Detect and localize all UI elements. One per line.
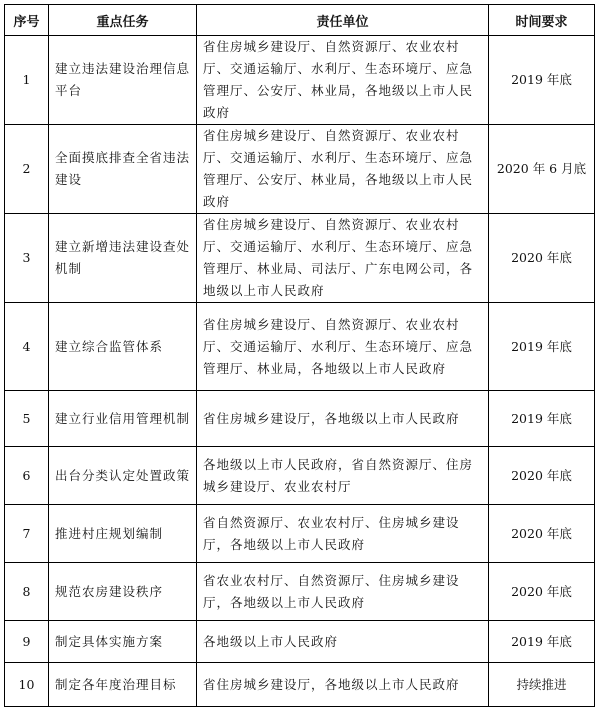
row-time: 2019 年底 [489, 621, 595, 663]
row-task: 全面摸底排查全省违法建设 [49, 125, 197, 214]
row-no: 4 [5, 303, 49, 391]
row-time: 2020 年底 [489, 563, 595, 621]
row-time: 2020 年底 [489, 505, 595, 563]
row-unit: 各地级以上市人民政府 [197, 621, 489, 663]
row-task: 建立行业信用管理机制 [49, 391, 197, 447]
table-row [5, 125, 595, 214]
row-no: 10 [5, 663, 49, 707]
table-row [5, 391, 595, 447]
table-row [5, 36, 595, 125]
row-no: 9 [5, 621, 49, 663]
row-unit: 省住房城乡建设厅，各地级以上市人民政府 [197, 663, 489, 707]
row-time: 2020 年 6 月底 [489, 125, 595, 214]
row-no: 5 [5, 391, 49, 447]
row-no: 8 [5, 563, 49, 621]
row-task: 推进村庄规划编制 [49, 505, 197, 563]
row-task: 建立违法建设治理信息平台 [49, 36, 197, 125]
row-no: 3 [5, 214, 49, 303]
table-row [5, 505, 595, 563]
table-row [5, 214, 595, 303]
row-task: 出台分类认定处置政策 [49, 447, 197, 505]
table-row [5, 663, 595, 707]
row-unit: 省住房城乡建设厅、自然资源厅、农业农村厅、交通运输厅、水利厅、生态环境厅、应急管理厅、林业局、司法厅、广东电网公司，各地级以上市人民政府 [197, 214, 489, 303]
table-row [5, 447, 595, 505]
row-task: 制定具体实施方案 [49, 621, 197, 663]
row-task: 规范农房建设秩序 [49, 563, 197, 621]
row-no: 6 [5, 447, 49, 505]
row-task: 建立综合监管体系 [49, 303, 197, 391]
row-task: 建立新增违法建设查处机制 [49, 214, 197, 303]
row-unit: 省住房城乡建设厅、自然资源厅、农业农村厅、交通运输厅、水利厅、生态环境厅、应急管理厅、公安厅、林业局，各地级以上市人民政府 [197, 36, 489, 125]
row-time: 2019 年底 [489, 303, 595, 391]
row-time: 2019 年底 [489, 36, 595, 125]
header-time: 时间要求 [489, 5, 595, 36]
table-row [5, 303, 595, 391]
row-unit: 省自然资源厅、农业农村厅、住房城乡建设厅，各地级以上市人民政府 [197, 505, 489, 563]
row-task: 制定各年度治理目标 [49, 663, 197, 707]
row-no: 2 [5, 125, 49, 214]
header-row [5, 5, 595, 36]
row-time: 2020 年底 [489, 214, 595, 303]
header-no: 序号 [5, 5, 49, 36]
row-unit: 各地级以上市人民政府，省自然资源厅、住房城乡建设厅、农业农村厅 [197, 447, 489, 505]
table-row [5, 563, 595, 621]
header-unit: 责任单位 [197, 5, 489, 36]
row-no: 1 [5, 36, 49, 125]
row-unit: 省农业农村厅、自然资源厅、住房城乡建设厅，各地级以上市人民政府 [197, 563, 489, 621]
task-table [4, 4, 595, 707]
row-unit: 省住房城乡建设厅、自然资源厅、农业农村厅、交通运输厅、水利厅、生态环境厅、应急管理厅、公安厅、林业局，各地级以上市人民政府 [197, 125, 489, 214]
row-unit: 省住房城乡建设厅，各地级以上市人民政府 [197, 391, 489, 447]
row-unit: 省住房城乡建设厅、自然资源厅、农业农村厅、交通运输厅、水利厅、生态环境厅、应急管理厅、林业局，各地级以上市人民政府 [197, 303, 489, 391]
row-time: 2020 年底 [489, 447, 595, 505]
row-time: 持续推进 [489, 663, 595, 707]
header-task: 重点任务 [49, 5, 197, 36]
row-no: 7 [5, 505, 49, 563]
table-row [5, 621, 595, 663]
row-time: 2019 年底 [489, 391, 595, 447]
